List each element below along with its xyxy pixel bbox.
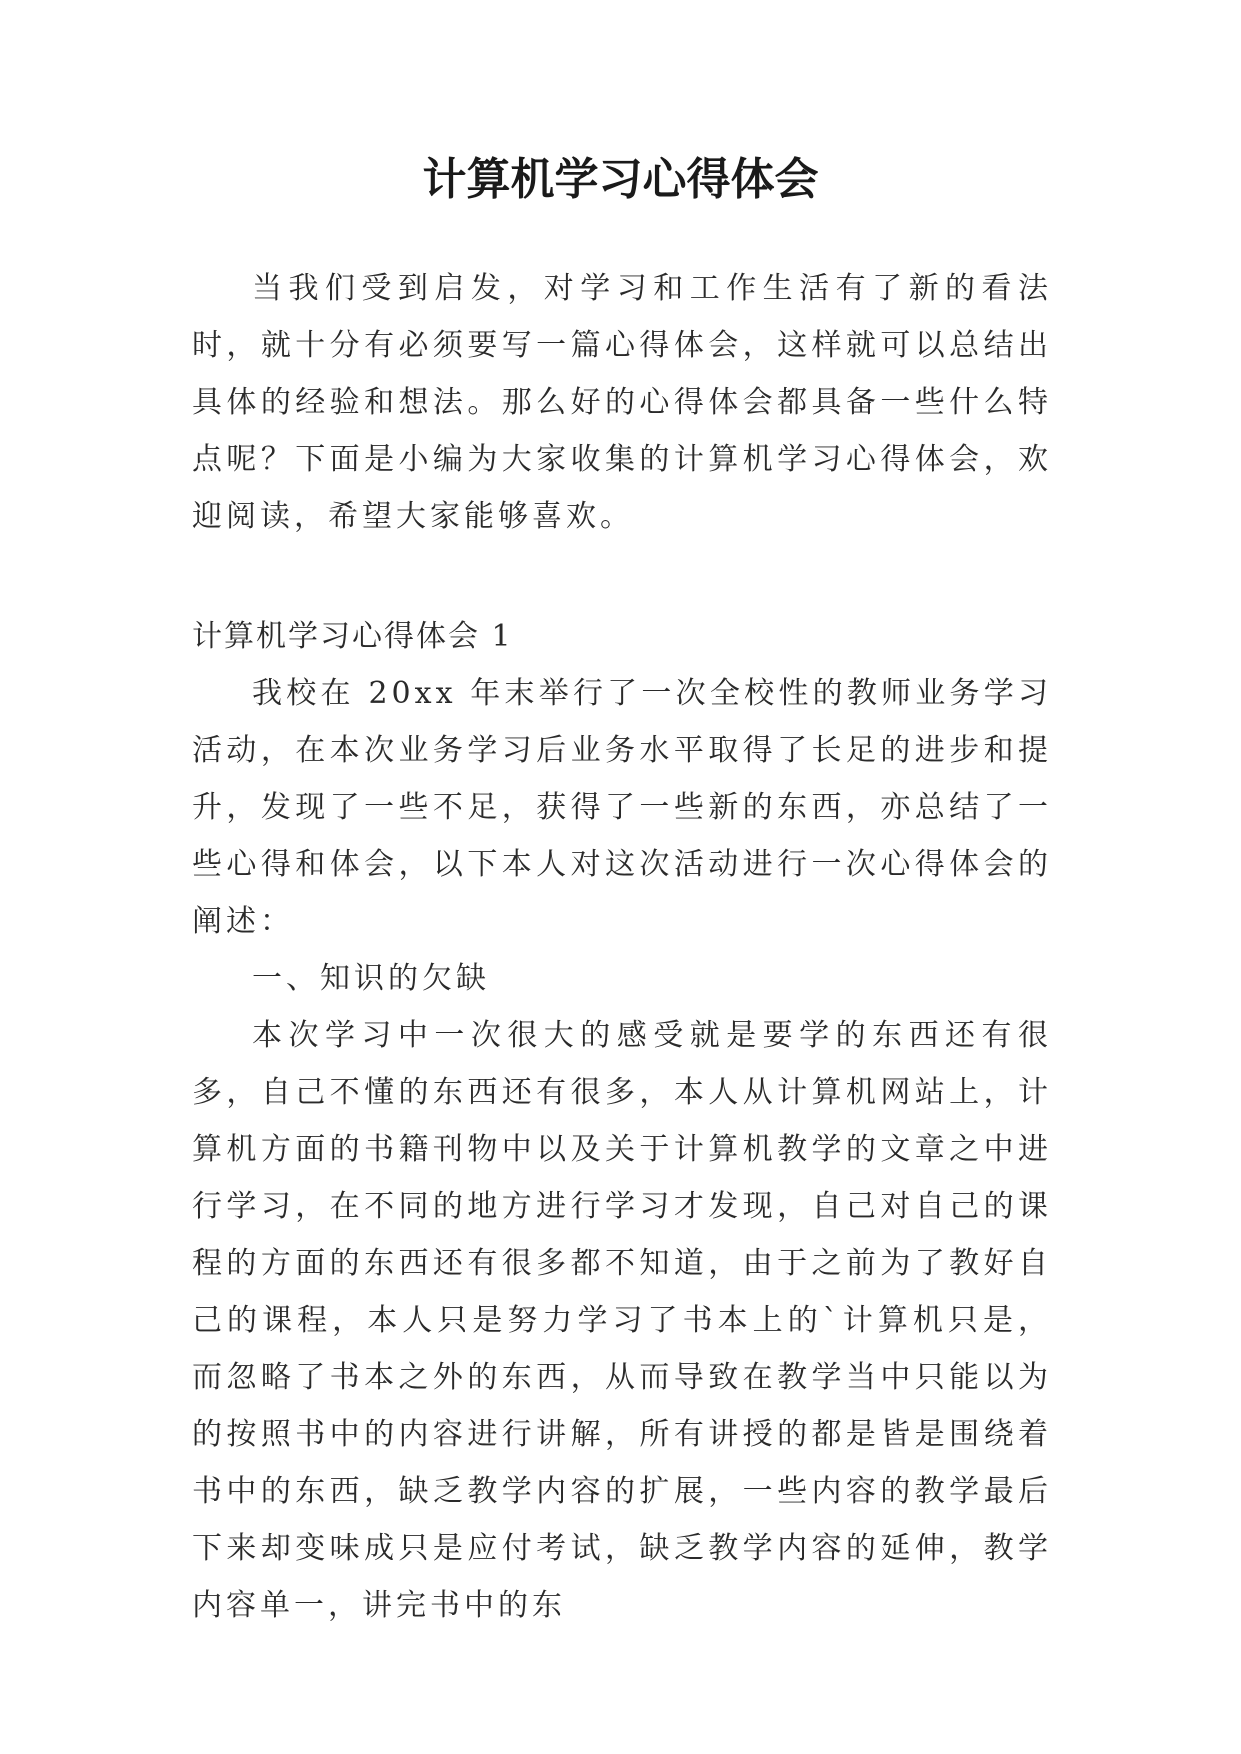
- section-paragraph-2: 本次学习中一次很大的感受就是要学的东西还有很多，自己不懂的东西还有很多，本人从计算机网站上，计算机方面的书籍刊物中以及关于计算机教学的文章之中进行学习，在不同的地方进行学习才发现，自己对自己的课程的方面的东西还有很多都不知道，由于之前为了教好自己的课程，本人只是努力学习了书本上的`计算机只是，而忽略了书本之外的东西，从而导致在教学当中只能以为的按照书中的内容进行讲解，所有讲授的都是皆是围绕着书中的东西，缺乏教学内容的扩展，一些内容的教学最后下来却变味成只是应付考试，缺乏教学内容的延伸，教学内容单一，讲完书中的东: [192, 1018, 1052, 1623]
- section-paragraph-1: 我校在 20xx 年末举行了一次全校性的教师业务学习活动，在本次业务学习后业务水平取得了长足的进步和提升，发现了一些不足，获得了一些新的东西，亦总结了一些心得和体会，以下本人对这次活动进行一次心得体会的阐述：: [192, 676, 1052, 939]
- document-body: [192, 260, 1052, 1634]
- document-title: 计算机学习心得体会: [422, 154, 819, 205]
- subheading: 一、知识的欠缺: [252, 961, 490, 996]
- intro-paragraph: 当我们受到启发，对学习和工作生活有了新的看法时，就十分有必须要写一篇心得体会，这样就可以总结出具体的经验和想法。那么好的心得体会都具备一些什么特点呢？下面是小编为大家收集的计算机学习心得体会，欢迎阅读，希望大家能够喜欢。: [192, 271, 1052, 534]
- section-title: 计算机学习心得体会 1: [192, 619, 513, 654]
